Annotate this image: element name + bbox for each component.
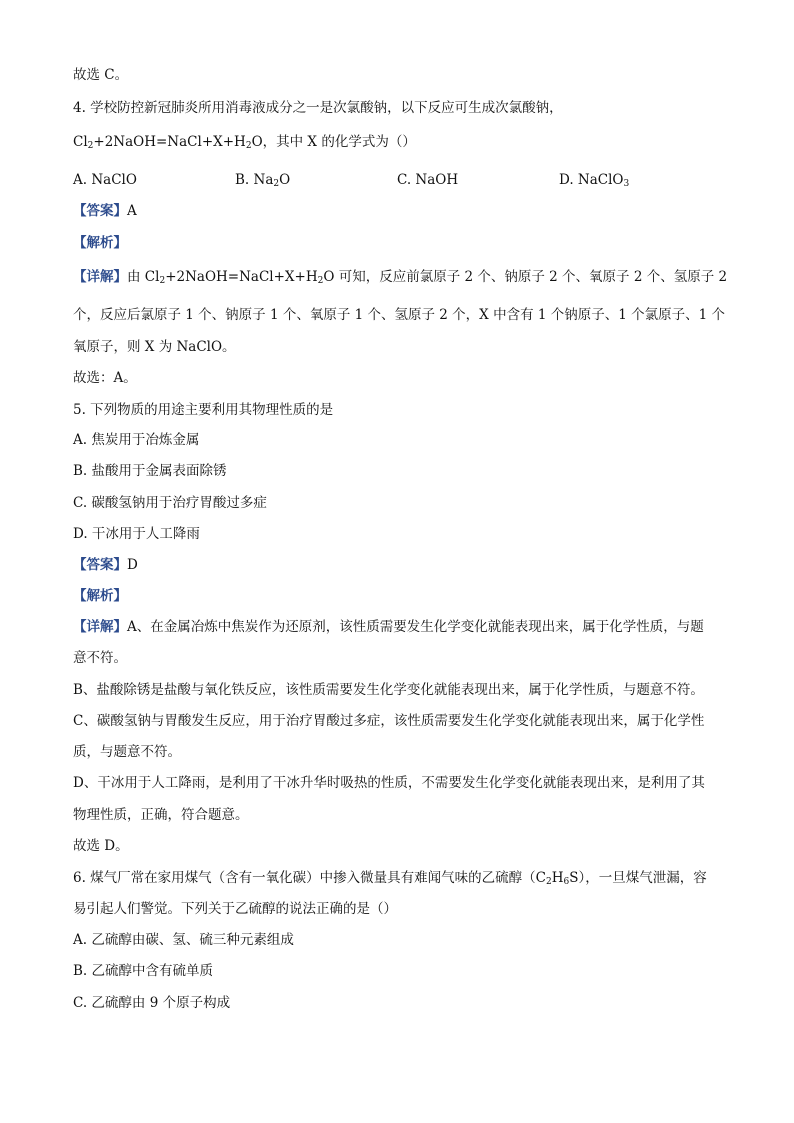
- q4-detail-line1: [73, 268, 727, 290]
- q5-detail-1b: 意不符。: [73, 650, 127, 666]
- q4-detail-post: O 可知，反应前氯原子 2 个、钠原子 2 个、氧原子 2 个、氢原子 2: [323, 269, 728, 285]
- q4-equation-line: [73, 133, 416, 155]
- q4-eq-prefix: Cl: [73, 134, 88, 150]
- q4-conclusion: 故选：A。: [73, 370, 137, 386]
- q4-analysis-label: 【解析】: [73, 235, 127, 251]
- q4-option-b-sub: 2: [273, 179, 280, 189]
- q6-stem-post: S），一旦煤气泄漏，容: [569, 870, 707, 886]
- q5-conclusion: 故选 D。: [73, 838, 129, 854]
- q4-analysis-tag: [73, 234, 127, 252]
- q4-answer-tag: 【答案】: [73, 203, 127, 219]
- q4-option-b-pre: B. Na: [235, 172, 274, 188]
- q4-detail-line2: 个，反应后氯原子 1 个、钠原子 1 个、氧原子 1 个、氢原子 2 个，X 中含有 1 个钠原子、1 个氯原子、1 个: [73, 307, 726, 323]
- q4-option-d-pre: D. NaClO: [559, 172, 624, 188]
- q6-option-b: B. 乙硫醇中含有硫单质: [73, 963, 214, 979]
- q6-option-c: C. 乙硫醇由 9 个原子构成: [73, 995, 231, 1011]
- q5-option-c: C. 碳酸氢钠用于治疗胃酸过多症: [73, 495, 267, 511]
- q4-answer-value: A: [127, 203, 137, 219]
- q5-detail-3a: C、碳酸氢钠与胃酸发生反应，用于治疗胃酸过多症，该性质需要发生化学变化就能表现出来，属于化学性: [73, 713, 705, 729]
- q5-detail-1a: A、在金属冶炼中焦炭作为还原剂，该性质需要发生化学变化就能表现出来，属于化学性质，与题: [127, 619, 704, 635]
- q4-detail-pre: 由 Cl: [127, 269, 160, 285]
- q6-stem-line1: [73, 869, 707, 891]
- q4-option-d: [559, 171, 629, 193]
- q4-option-a: A. NaClO: [73, 172, 137, 188]
- q5-detail-4b: 物理性质，正确，符合题意。: [73, 807, 249, 823]
- prev-conclusion: 故选 C。: [73, 67, 129, 83]
- q4-detail-sub1: 2: [159, 276, 166, 286]
- q5-answer: [73, 556, 138, 574]
- q6-stem-line2: 易引起人们警觉。下列关于乙硫醇的说法正确的是（）: [73, 901, 397, 917]
- q6-stem-sub1: 2: [546, 877, 552, 887]
- q4-option-b: [235, 171, 290, 193]
- q4-detail-tag: 【详解】: [73, 269, 127, 285]
- q5-analysis-tag: [73, 587, 127, 605]
- q4-eq-mid: +2NaOH=NaCl+X+H: [93, 134, 246, 150]
- q4-eq-sub1: 2: [87, 141, 94, 151]
- q6-option-a: A. 乙硫醇由碳、氢、硫三种元素组成: [73, 932, 294, 948]
- q4-detail-mid: +2NaOH=NaCl+X+H: [165, 269, 318, 285]
- q4-option-c: C. NaOH: [397, 172, 459, 188]
- q4-detail-line3: 氧原子，则 X 为 NaClO。: [73, 339, 236, 355]
- q4-eq-suffix: ，其中 X 的化学式为（）: [262, 134, 416, 150]
- q4-eq-sub2: 2: [245, 141, 252, 151]
- q5-detail-tag: 【详解】: [73, 619, 127, 635]
- q4-option-d-sub: 3: [623, 179, 630, 189]
- q6-stem-pre: 6. 煤气厂常在家用煤气（含有一氧化碳）中掺入微量具有难闻气味的乙硫醇（C: [73, 870, 546, 886]
- q5-analysis-label: 【解析】: [73, 588, 127, 604]
- q4-detail-sub2: 2: [317, 276, 324, 286]
- q5-detail-3b: 质，与题意不符。: [73, 744, 181, 760]
- q5-stem: 5. 下列物质的用途主要利用其物理性质的是: [73, 402, 334, 418]
- q5-option-b: B. 盐酸用于金属表面除锈: [73, 463, 227, 479]
- q6-stem-h: H: [551, 870, 564, 886]
- q4-eq-o: O: [251, 134, 263, 150]
- q6-stem-sub2: 6: [563, 877, 570, 887]
- q5-option-d: D. 干冰用于人工降雨: [73, 526, 200, 542]
- q4-option-b-post: O: [279, 172, 291, 188]
- q5-detail-line1: [73, 618, 704, 636]
- q5-option-a: A. 焦炭用于冶炼金属: [73, 432, 200, 448]
- q5-answer-tag: 【答案】: [73, 557, 127, 573]
- q5-detail-2: B、盐酸除锈是盐酸与氧化铁反应，该性质需要发生化学变化就能表现出来，属于化学性质，与题意不符。: [73, 682, 704, 698]
- q4-stem: 4. 学校防控新冠肺炎所用消毒液成分之一是次氯酸钠，以下反应可生成次氯酸钠，: [73, 100, 563, 116]
- q5-detail-4a: D、干冰用于人工降雨，是利用了干冰升华时吸热的性质，不需要发生化学变化就能表现出来，是利用了其: [73, 775, 705, 791]
- q4-answer: [73, 202, 137, 220]
- q5-answer-value: D: [127, 557, 138, 573]
